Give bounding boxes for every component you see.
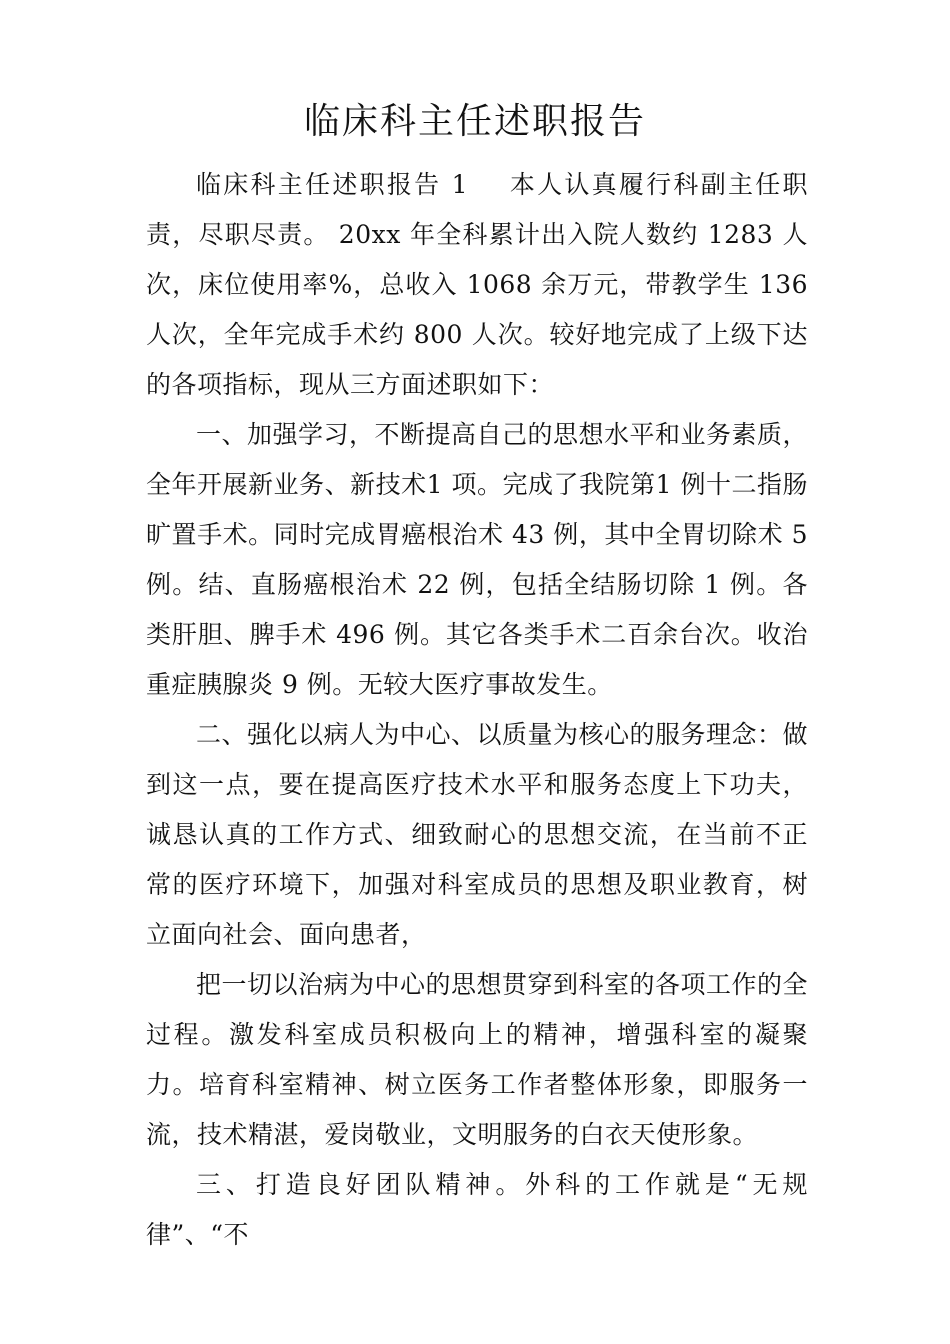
paragraph-intro — [146, 160, 808, 410]
document-body — [146, 160, 808, 1260]
paragraph-section-three: 三、打造良好团队精神。外科的工作就是“无规律”、“不 — [146, 1170, 808, 1249]
paragraph-intro-text: 本人认真履行科副主任职责，尽职尽责。 20xx 年全科累计出入院人数约 1283 人次，床位使用率%，总收入 1068 余万元，带教学生 136 人次，全年完成手术约 800 人次。较好地完成了上级下达的各项指标，现从三方面述职如下： — [146, 170, 808, 399]
paragraph-section-two: 二、强化以病人为中心、以质量为核心的服务理念：做到这一点，要在提高医疗技术水平和服务态度上下功夫，诚恳认真的工作方式、细致耐心的思想交流，在当前不正常的医疗环境下，加强对科室成员的思想及职业教育，树立面向社会、面向患者， — [146, 720, 809, 949]
document-title: 临床科主任述职报告 — [303, 101, 646, 142]
paragraph-section-one: 一、加强学习，不断提高自己的思想水平和业务素质，全年开展新业务、新技术1 项。完成了我院第1 例十二指肠旷置手术。同时完成胃癌根治术 43 例，其中全胃切除术 5 例。结、直肠癌根治术 22 例，包括全结肠切除 1 例。各类肝胆、脾手术 496 例。其它各类手术二百余台次。收治重症胰腺炎 9 例。无较大医疗事故发生。 — [146, 420, 809, 699]
paragraph-section-two-continued: 把一切以治病为中心的思想贯穿到科室的各项工作的全过程。激发科室成员积极向上的精神，增强科室的凝聚力。培育科室精神、树立医务工作者整体形象，即服务一流，技术精湛，爱岗敬业，文明服务的白衣天使形象。 — [146, 970, 809, 1149]
paragraph-intro-lead: 临床科主任述职报告 1 — [196, 170, 469, 199]
